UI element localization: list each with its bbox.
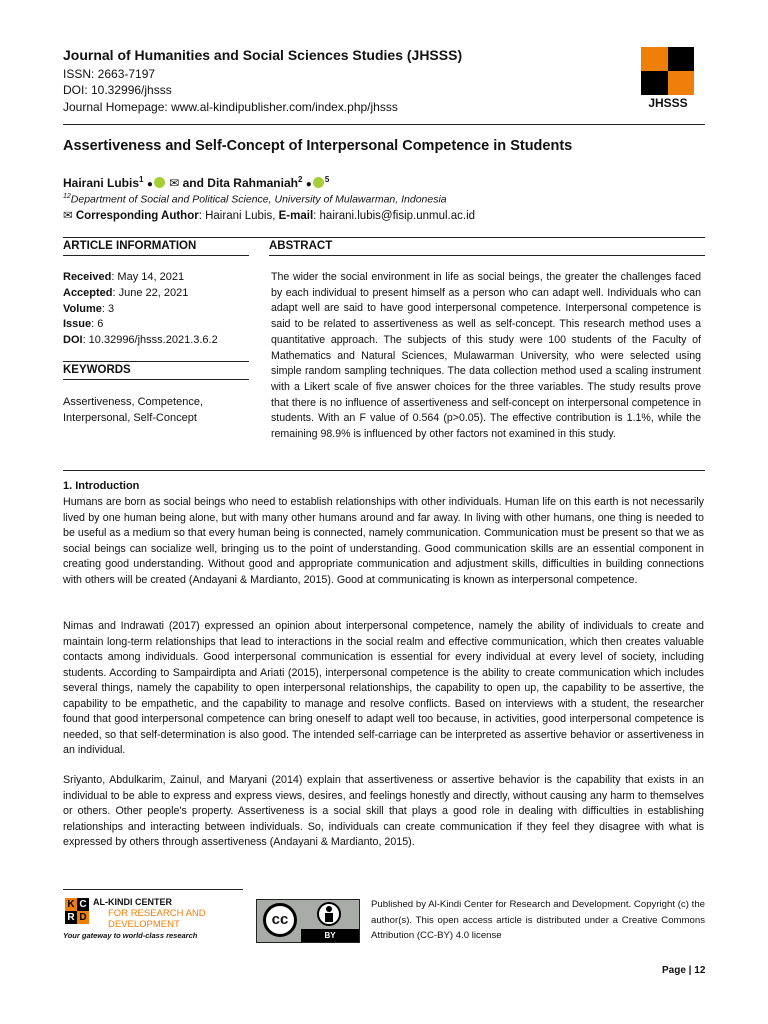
journal-logo-text: JHSSS bbox=[648, 96, 688, 110]
abstract-heading-rule bbox=[269, 255, 705, 256]
accepted bbox=[63, 286, 188, 302]
journal-title: Journal of Humanities and Social Sciences Studies (JHSSS) bbox=[63, 47, 463, 63]
cc-icon: cc bbox=[263, 903, 297, 937]
mail-icon: ✉ bbox=[63, 210, 73, 222]
article-doi bbox=[63, 333, 218, 349]
kcrd-k: K bbox=[65, 898, 77, 911]
orcid-icon[interactable] bbox=[154, 177, 165, 188]
intro-paragraph-3: Sriyanto, Abdulkarim, Zainul, and Maryani (2014) explain that assertiveness or assertive behavior is the capability that exists in an individual to be able to express and express views, desires, and feelings honestly and directly, without causing any harm to themselves or others. Other people's property. Assertiveness is a social skill that plays a good role in dealing with difficulties in establishing relationships and interacting between individuals. So, individuals can create communication if they feel they disagree with what is expressed by others through assertiveness (Andayani & Mardianto, 2015). bbox=[63, 774, 704, 848]
paper-title: Assertiveness and Self-Concept of Interpersonal Competence in Students bbox=[63, 138, 573, 154]
attribution-person-icon bbox=[317, 902, 341, 926]
info-heading-rule bbox=[63, 255, 249, 256]
info-top-rule bbox=[63, 237, 705, 238]
keywords-rule bbox=[63, 379, 249, 380]
introduction-heading: 1. Introduction bbox=[63, 480, 140, 492]
page-number bbox=[662, 965, 705, 976]
received bbox=[63, 270, 184, 286]
article-info-heading: ARTICLE INFORMATION bbox=[63, 240, 197, 252]
keywords: Assertiveness, Competence, Interpersonal, Self-Concept bbox=[63, 396, 204, 424]
issue-label: Issue bbox=[63, 318, 92, 330]
department bbox=[63, 193, 447, 206]
keywords-top-rule bbox=[63, 361, 249, 362]
author-line bbox=[63, 175, 329, 190]
accepted-label: Accepted bbox=[63, 287, 113, 299]
issue-value: : 6 bbox=[91, 318, 104, 330]
publisher-notice: Published by Al-Kindi Center for Research and Development. Copyright (c) the author(s). This open access article is distributed under a Creative Commons Attribution (CC-BY) 4.0 license bbox=[371, 899, 705, 941]
corr-label: Corresponding Author bbox=[75, 210, 199, 222]
person-icon: ● bbox=[305, 179, 312, 190]
author-2: and Dita Rahmaniah bbox=[182, 176, 298, 190]
accepted-value: : June 22, 2021 bbox=[112, 287, 189, 299]
volume-value: : 3 bbox=[101, 303, 115, 315]
email-label: E-mail bbox=[278, 210, 314, 222]
doi-value[interactable]: : 10.32996/jhsss.2021.3.6.2 bbox=[82, 334, 218, 346]
page-label: Page | 12 bbox=[662, 965, 706, 976]
abstract-text: The wider the social environment in life as social beings, the greater the challenges faced by each individual to present himself as a person who can adapt well. Individuals who can adapt well are said to have good interpersonal competence. Interpersonal competence is said to be related to assertiveness as well as self-concept. This research method uses a quantitative approach. The subjects of this study were 100 students of the Faculty of Mathematics and Natural Sciences, Mulawarman University, who were selected using simple random sampling techniques. The data collection method used a scaling instrument with a Likert scale of five answer choices for the three variables. The study results prove that there is no influence of assertiveness and self-concept on interpersonal competence in students. With an F value of 0.564 (p>0.05). The effective contribution is 1.1%, while the remaining 98.9% is influenced by other factors not examined in this study. bbox=[271, 271, 701, 441]
kcrd-d: D bbox=[77, 911, 89, 924]
journal-doi: DOI: 10.32996/jhsss bbox=[63, 83, 172, 97]
orcid-icon[interactable] bbox=[313, 177, 324, 188]
person-icon: ● bbox=[146, 179, 153, 190]
volume-label: Volume bbox=[63, 303, 102, 315]
kcrd-sub2: DEVELOPMENT bbox=[108, 919, 180, 930]
corresponding-author bbox=[63, 208, 475, 222]
issue bbox=[63, 317, 103, 333]
mail-icon[interactable]: ✉ bbox=[169, 176, 180, 190]
email[interactable]: : hairani.lubis@fisip.unmul.ac.id bbox=[313, 210, 476, 222]
doi-label: DOI bbox=[63, 334, 83, 346]
intro-paragraph-2: Nimas and Indrawati (2017) expressed an opinion about interpersonal competence, namely the ability of individuals to create and maintain long-term relationships that lead to interactions in the social realm and effective communication, which then creates valuable contacts among individuals. Good interpersonal communication is essential for every individual at every level of society, including students. According to Sampairdipta and Ariati (2015), interpersonal competence is the ability to create communication which includes several things, namely the capability to open interpersonal relationships, the capability to open up, the capability to be assertive, the capability to be empathetic, and the capability to manage and resolve conflicts. Based on interviews with a student, the researcher found that good interpersonal competence can bring oneself to adapt well too because, in activities, good interpersonal competence is needed, so that self-determination is also good. The intended self-carriage can be interpreted as assertive behavior or assertiveness in an individual. bbox=[63, 620, 704, 756]
received-label: Received bbox=[63, 271, 112, 283]
kcrd-title: AL-KINDI CENTER bbox=[93, 897, 172, 907]
cc-by-badge[interactable] bbox=[256, 899, 360, 943]
by-label: BY bbox=[301, 929, 359, 942]
abstract-heading: ABSTRACT bbox=[269, 240, 333, 252]
department-text: Department of Social and Political Science, University of Mulawarman, Indonesia bbox=[70, 193, 447, 206]
author-1-sup: 1 bbox=[139, 175, 144, 184]
kcrd-tagline: Your gateway to world-class research bbox=[63, 931, 198, 940]
journal-issn: ISSN: 2663-7197 bbox=[63, 67, 156, 81]
intro-paragraph-1: Humans are born as social beings who need to establish relationships with other individuals. Human life on this earth is not necessarily lived by one human being alone, but with many other humans around and far away. In living with other humans, one thing is needed to be useful as a medium so that every human being is connected, namely communication. Communication must be present so that we as social beings can socialize well, bringing us to the point of understanding. Good communication skills are an essential component in creating good understanding. Without good and appropriate communication and adjustment skills, difficulties in building connections with others will be created (Andayani & Mardianto, 2015). Good at communicating is known as interpersonal competence. bbox=[63, 496, 704, 586]
corr-name: : Hairani Lubis, bbox=[198, 210, 279, 222]
kcrd-r: R bbox=[65, 911, 77, 924]
abstract-bottom-rule bbox=[63, 470, 705, 471]
footer-rule bbox=[63, 889, 243, 890]
kcrd-c: C bbox=[77, 898, 89, 911]
header-divider bbox=[63, 124, 705, 125]
author-1: Hairani Lubis bbox=[63, 176, 140, 190]
received-value: : May 14, 2021 bbox=[111, 271, 185, 283]
journal-logo bbox=[641, 47, 694, 95]
department-sup: 12 bbox=[63, 193, 71, 200]
kcrd-sub1: FOR RESEARCH AND bbox=[108, 908, 206, 919]
volume bbox=[63, 302, 114, 318]
journal-homepage[interactable]: Journal Homepage: www.al-kindipublisher.com/index.php/jhsss bbox=[63, 100, 398, 114]
author-2-sup: 2 bbox=[297, 175, 303, 184]
author-2-trail: 5 bbox=[324, 175, 330, 184]
keywords-heading: KEYWORDS bbox=[63, 364, 131, 376]
